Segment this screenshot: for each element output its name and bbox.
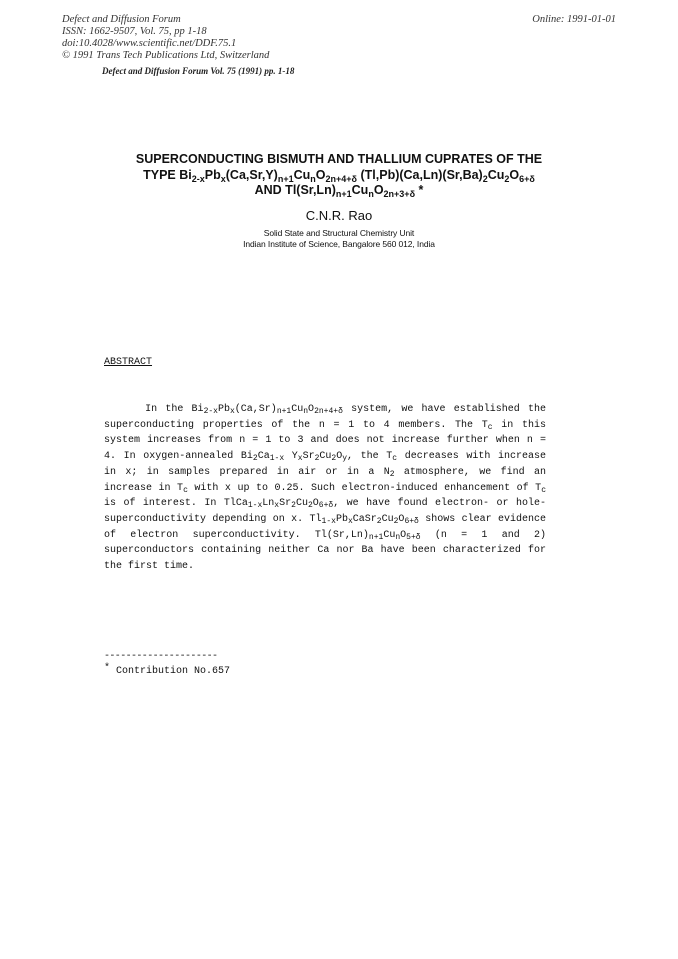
- title-line-1: SUPERCONDUCTING BISMUTH AND THALLIUM CUPRATES OF THE: [135, 152, 543, 166]
- footnote-text: Contribution No.657: [116, 666, 231, 677]
- doi-line: doi:10.4028/www.scientific.net/DDF.75.1: [62, 38, 237, 49]
- footnote-rule: ---------------------: [104, 651, 218, 662]
- journal-header: [62, 14, 269, 62]
- paper-title: [60, 152, 618, 199]
- title-line-2: TYPE $Bi_{2-x}Pb_x(Ca,Sr,Y)_{n+1}Cu_nO_{2n+4+\delta}$ $(Tl,Pb)(Ca,Ln)(Sr,Ba)_2Cu_2O_{6+\delta}$: [143, 167, 535, 184]
- issn-line: ISSN: 1662-9507, Vol. 75, pp 1-18: [62, 26, 207, 37]
- running-header: Defect and Diffusion Forum Vol. 75 (1991) pp. 1-18: [102, 66, 295, 76]
- footnote-marker: *: [104, 663, 111, 674]
- online-date: Online: 1991-01-01: [532, 14, 616, 25]
- author-name: C.N.R. Rao: [305, 208, 373, 223]
- footnote: [104, 663, 231, 677]
- abstract-body: In the $Bi_{2-x}Pb_x(Ca,Sr)_{n+1}Cu_nO_{2n+4+\delta}$ system, we have established the superconducting properties of the n = 1 to 4 members. The $T_c$ in this system increases from n = 1 to 3 and does not increase further when n = 4. In oxygen-annealed $Bi_2Ca_{1-x}$ $Y_xSr_2Cu_2O_y$, the $T_c$ decreases with increase in x; in samples prepared in air or in a $N_2$ atmosphere, we find an increase in $T_c$ with x up to 0.25. Such electron-induced enhancement of $T_c$ is of interest. In $TlCa_{1-x}Ln_xSr_2Cu_2O_{6+\delta}$, we have found electron- or hole-superconductivity depending on x. $Tl_{1-x}Pb_xCaSr_2Cu_2O_{6+\delta}$ shows clear evidence of electron superconductivity. $Tl(Sr,Ln)_{n+1}Cu_nO_{5+\delta}$ (n = 1 and 2) superconductors containing neither Ca nor Ba have been characterized for the first time.: [104, 404, 547, 573]
- journal-name: Defect and Diffusion Forum: [62, 14, 181, 25]
- title-line-3: AND $Tl(Sr,Ln)_{n+1}Cu_nO_{2n+3+\delta}$ *: [254, 183, 424, 199]
- affiliation-institute: Indian Institute of Science, Bangalore 560 012, India: [243, 239, 435, 249]
- copyright-line: © 1991 Trans Tech Publications Ltd, Switzerland: [62, 50, 270, 61]
- abstract-heading: ABSTRACT: [104, 357, 153, 368]
- affiliation-unit: Solid State and Structural Chemistry Unit: [263, 228, 415, 238]
